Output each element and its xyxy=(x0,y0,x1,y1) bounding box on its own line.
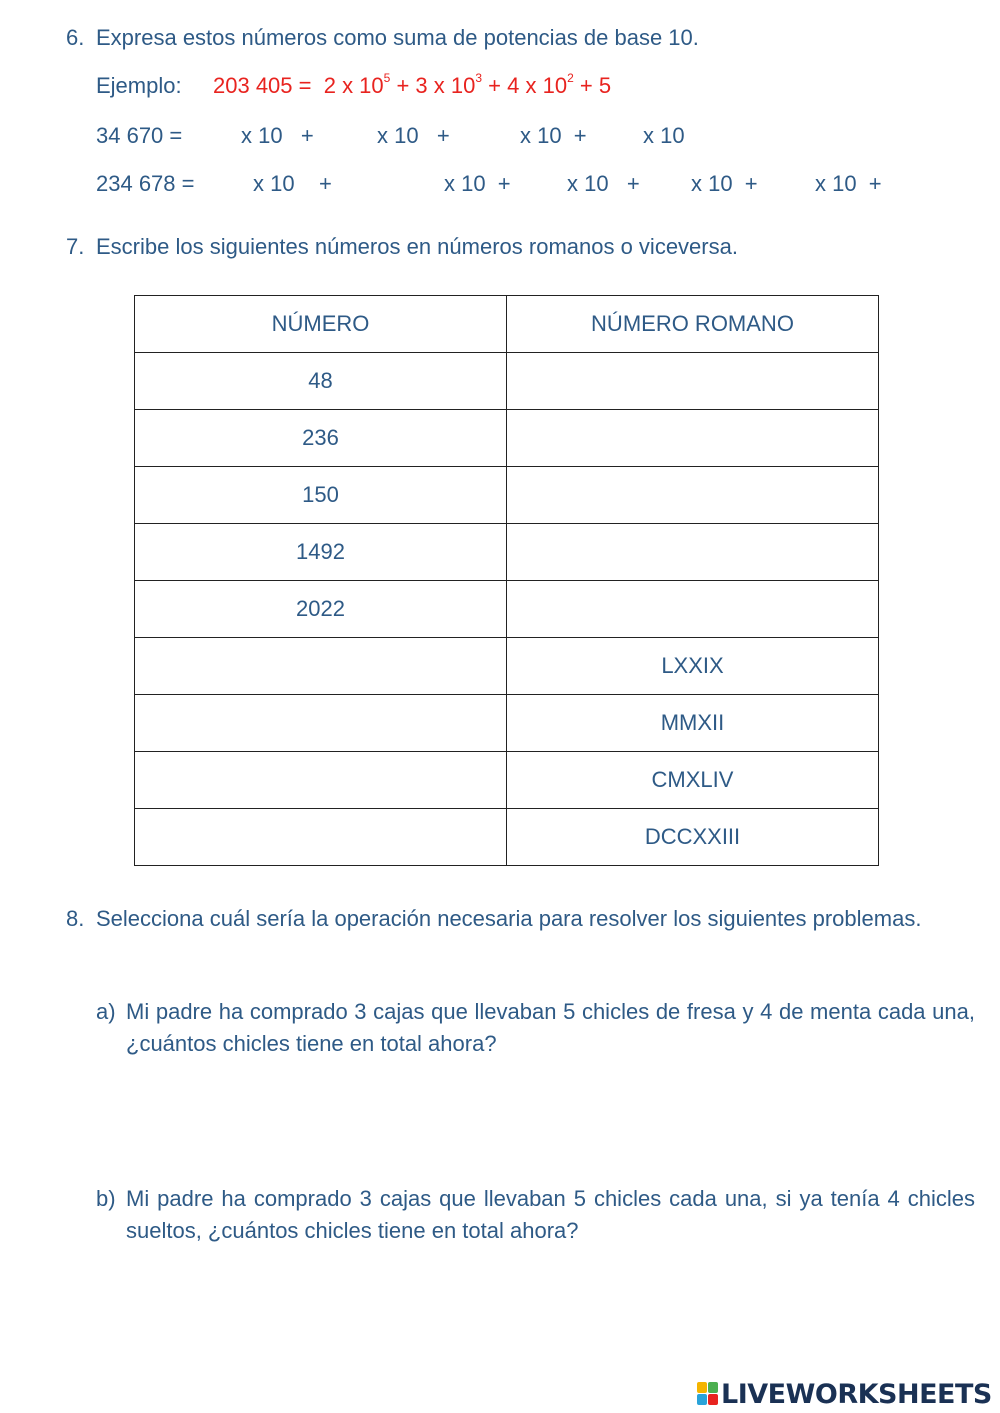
cell-number: 150 xyxy=(135,467,507,524)
table-row xyxy=(135,410,879,467)
table-row xyxy=(135,809,879,866)
q6-row1-part2: x 10 + xyxy=(377,123,450,148)
q8b-label: b) xyxy=(96,1186,116,1211)
example-exp-2: 3 xyxy=(475,71,483,85)
q7-prompt: Escribe los siguientes números en números romanos o viceversa. xyxy=(96,234,738,259)
cell-number[interactable] xyxy=(135,752,507,809)
example-exp-3: 2 xyxy=(567,71,574,85)
cell-roman[interactable] xyxy=(507,467,879,524)
cell-number[interactable] xyxy=(135,809,507,866)
q6-row2-part3: x 10 + xyxy=(567,171,640,196)
example-term-3: + 4 x 10 xyxy=(488,73,568,98)
q8-prompt: Selecciona cuál sería la operación necesaria para resolver los siguientes problemas. xyxy=(96,906,922,931)
liveworksheets-brand: LIVEWORKSHEETS xyxy=(721,1378,992,1410)
q6-row1-part1: x 10 + xyxy=(241,123,314,148)
example-term-2: + 3 x 10 xyxy=(396,73,476,98)
table-row xyxy=(135,524,879,581)
cell-number[interactable] xyxy=(135,695,507,752)
table-row xyxy=(135,752,879,809)
liveworksheets-logo-icon xyxy=(697,1382,719,1406)
cell-roman: CMXLIV xyxy=(507,752,879,809)
q6-row2-part2: x 10 + xyxy=(444,171,511,196)
table-row xyxy=(135,353,879,410)
liveworksheets-logo xyxy=(697,1378,992,1410)
cell-number: 1492 xyxy=(135,524,507,581)
header-numero: NÚMERO xyxy=(135,296,507,353)
q6-example-label: Ejemplo: xyxy=(96,73,182,98)
table-header-row xyxy=(135,296,879,353)
cell-roman[interactable] xyxy=(507,524,879,581)
q6-row2-part5: x 10 + xyxy=(815,171,882,196)
cell-number: 2022 xyxy=(135,581,507,638)
q8a-label: a) xyxy=(96,999,116,1024)
example-term-4: + 5 xyxy=(579,73,612,98)
cell-number[interactable] xyxy=(135,638,507,695)
cell-roman: LXXIX xyxy=(507,638,879,695)
cell-roman[interactable] xyxy=(507,410,879,467)
q6-row1-part4: x 10 xyxy=(643,123,685,148)
cell-roman[interactable] xyxy=(507,581,879,638)
q8a-text: Mi padre ha comprado 3 cajas que llevaban 5 chicles de fresa y 4 de menta cada una, ¿cuántos chicles tiene en total ahora? xyxy=(126,999,975,1056)
q6-prompt: Expresa estos números como suma de potencias de base 10. xyxy=(96,25,699,50)
q8-number: 8. xyxy=(66,906,85,931)
q6-row2-part1: x 10 + xyxy=(253,171,332,196)
cell-number: 236 xyxy=(135,410,507,467)
cell-number: 48 xyxy=(135,353,507,410)
example-lhs: 203 405 = xyxy=(213,73,312,98)
q6-row2-lhs: 234 678 = xyxy=(96,171,195,196)
q6-row1-part3: x 10 + xyxy=(520,123,587,148)
q6-number: 6. xyxy=(66,25,85,50)
q7-number: 7. xyxy=(66,234,85,259)
header-numero-romano: NÚMERO ROMANO xyxy=(507,296,879,353)
cell-roman: DCCXXIII xyxy=(507,809,879,866)
table-row xyxy=(135,467,879,524)
cell-roman: MMXII xyxy=(507,695,879,752)
table-row xyxy=(135,695,879,752)
q6-example-expression xyxy=(213,73,611,99)
q6-row1-lhs: 34 670 = xyxy=(96,123,183,148)
roman-numerals-table xyxy=(134,295,879,866)
q8b-text: Mi padre ha comprado 3 cajas que llevaban 5 chicles cada una, si ya tenía 4 chicles sueltos, ¿cuántos chicles tiene en total ahora? xyxy=(126,1186,975,1243)
q6-row2-part4: x 10 + xyxy=(691,171,758,196)
example-term-1: 2 x 10 xyxy=(323,73,384,98)
table-row xyxy=(135,638,879,695)
example-exp-1: 5 xyxy=(383,71,391,85)
cell-roman[interactable] xyxy=(507,353,879,410)
table-row xyxy=(135,581,879,638)
